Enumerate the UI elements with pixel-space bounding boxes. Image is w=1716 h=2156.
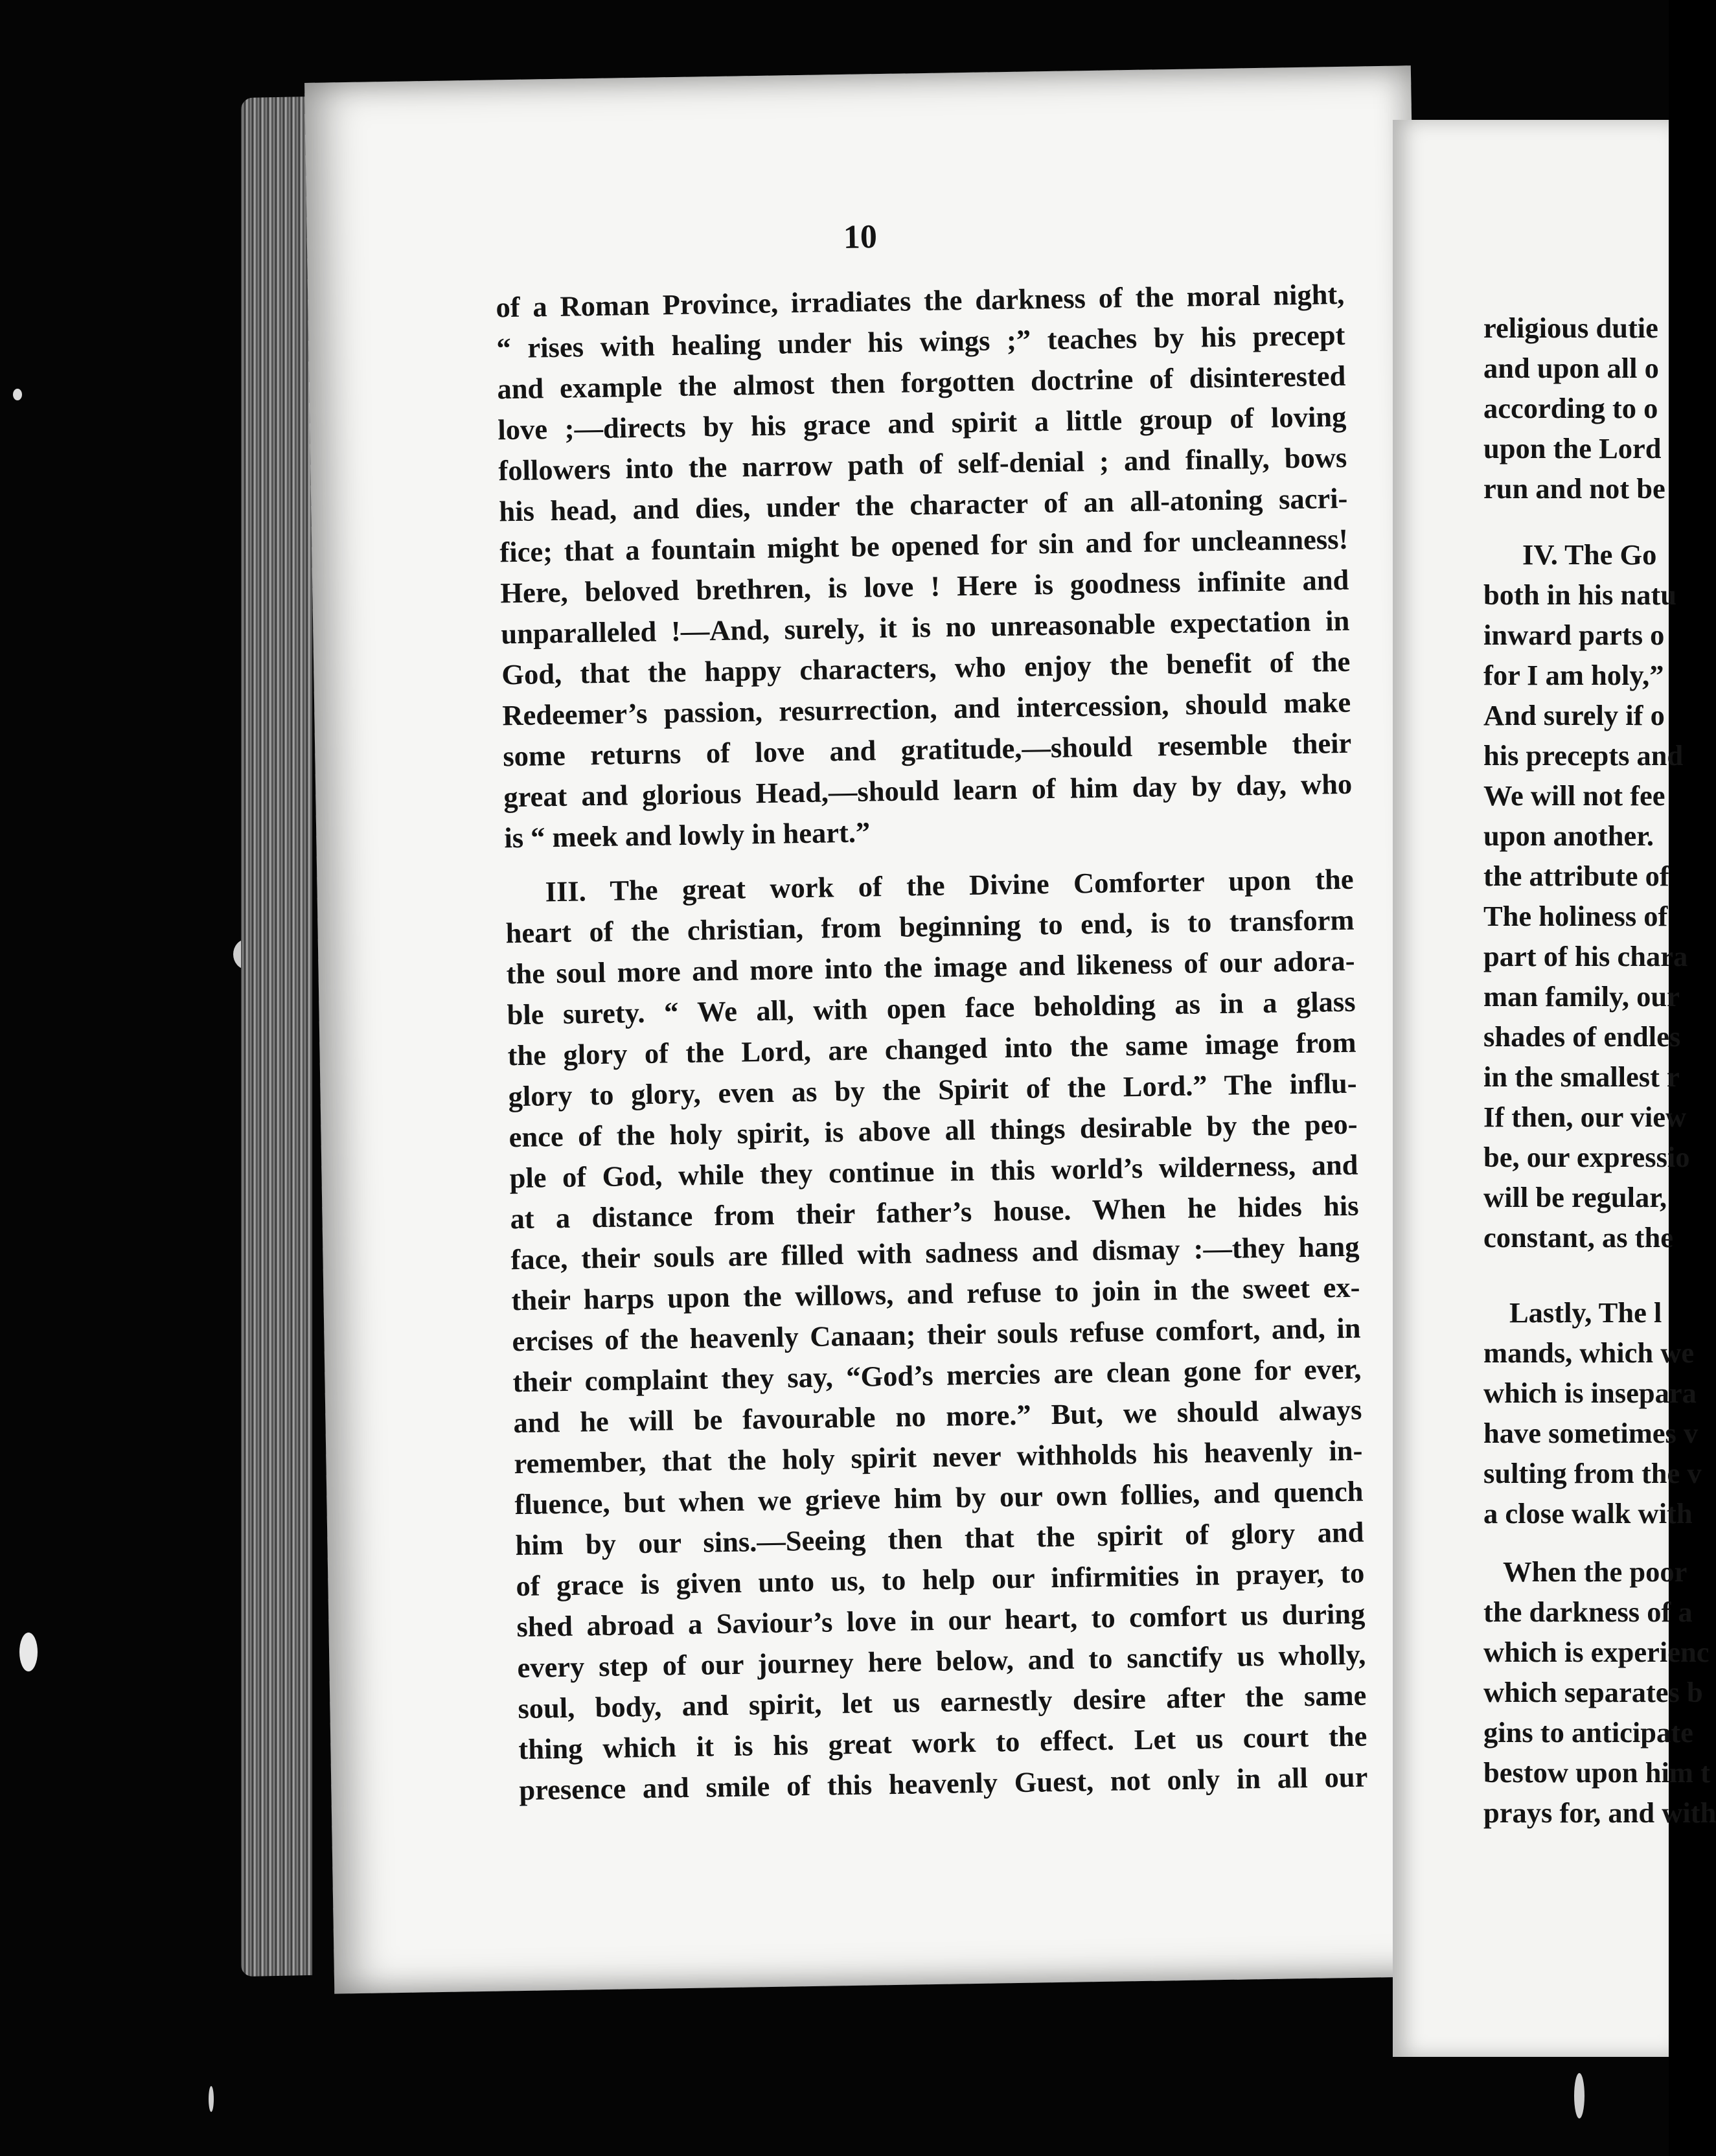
text-line: man family, our <box>1483 980 1680 1013</box>
text-line: glory to glory, even as by the Spirit of the Lord.” The influ- <box>508 1066 1357 1113</box>
text-line: his head, and dies, under the character of an all-atoning sacri- <box>499 481 1348 528</box>
text-line: gins to anticipate <box>1483 1716 1693 1749</box>
text-line: of grace is given unto us, to help our infirmities in prayer, to <box>516 1556 1365 1603</box>
paragraph-love <box>496 274 1353 858</box>
text-line: their harps upon the willows, and refuse to join in the sweet ex- <box>511 1270 1360 1317</box>
text-line: part of his chara <box>1483 940 1688 972</box>
text-line: And surely if o <box>1483 699 1665 731</box>
text-line: thing which it is his great work to effect. Let us court the <box>518 1719 1367 1766</box>
text-line: The holiness of <box>1483 900 1668 932</box>
text-line: which separates b <box>1483 1676 1703 1708</box>
text-line: God, that the happy characters, who enjoy the benefit of the <box>501 645 1351 691</box>
left-page <box>304 65 1441 1993</box>
text-line: We will not fee <box>1483 779 1665 812</box>
text-line: the soul more and more into the image and likeness of our adora- <box>506 944 1355 991</box>
dust-speck <box>1574 2073 1584 2118</box>
text-line: shed abroad a Saviour’s love in our heart, to comfort us during <box>516 1597 1366 1644</box>
text-line: in the smallest r <box>1483 1061 1680 1093</box>
text-line: “ rises with healing under his wings ;” teaches by his precept <box>496 318 1345 365</box>
text-line: every step of our journey here below, and to sanctify us wholly, <box>517 1638 1366 1684</box>
text-line: fice; that a fountain might be opened for sin and for uncleanness! <box>499 522 1349 569</box>
right-paragraph-lastly <box>1483 1292 1702 1533</box>
page-edge-leaves <box>241 97 312 1977</box>
text-line: mands, which we <box>1483 1336 1695 1369</box>
dust-speck <box>209 2086 214 2112</box>
text-line: If then, our view <box>1483 1101 1687 1133</box>
text-line: remember, that the holy spirit never withholds his heavenly in- <box>514 1434 1363 1480</box>
text-line: ercises of the heavenly Canaan; their souls refuse comfort, and, in <box>512 1311 1361 1358</box>
right-paragraph-section-iv <box>1483 534 1690 1257</box>
text-line: be, our expressio <box>1483 1141 1690 1173</box>
text-line: run and not be <box>1483 472 1665 505</box>
page-number: 10 <box>843 218 878 256</box>
text-line: his precepts and <box>1483 739 1684 772</box>
text-line: at a distance from their father’s house. When he hides his <box>510 1189 1359 1235</box>
text-line: presence and smile of this heavenly Guest, not only in all our <box>519 1760 1368 1807</box>
text-line: of a Roman Province, irradiates the darkness of the moral night, <box>496 277 1345 324</box>
text-line: Redeemer’s passion, resurrection, and intercession, should make <box>501 685 1351 732</box>
text-line: a close walk with <box>1483 1497 1693 1530</box>
text-line: great and glorious Head,—should learn of him day by day, who <box>503 767 1353 814</box>
text-line: prays for, and with <box>1483 1796 1716 1829</box>
dust-speck <box>19 1633 38 1671</box>
text-line: and example the almost then forgotten doctrine of disinterested <box>497 359 1346 406</box>
right-page <box>1393 120 1716 2057</box>
text-line: bestow upon him t <box>1483 1756 1710 1789</box>
text-line: followers into the narrow path of self-denial ; and finally, bows <box>498 441 1347 487</box>
text-line: and he will be favourable no more.” But, we should always <box>513 1393 1362 1439</box>
text-line: ble surety. “ We all, with open face beholding as in a glass <box>507 985 1356 1031</box>
text-line: soul, body, and spirit, let us earnestly desire after the same <box>518 1679 1367 1725</box>
text-line: him by our sins.—Seeing then that the spirit of glory and <box>515 1515 1364 1562</box>
text-line: and upon all o <box>1483 352 1659 384</box>
text-line: Lastly, The l <box>1509 1296 1662 1329</box>
text-line: face, their souls are filled with sadness and dismay :—they hang <box>510 1230 1360 1276</box>
text-line: for I am holy,” <box>1483 659 1664 691</box>
text-line: the glory of the Lord, are changed into the same image from <box>507 1026 1356 1072</box>
text-line: upon another. <box>1483 820 1654 852</box>
text-line: which is insepara <box>1483 1377 1697 1409</box>
text-line: is “ meek and lowly in heart.” <box>503 816 871 854</box>
text-line: have sometimes v <box>1483 1417 1699 1449</box>
dust-speck <box>13 389 22 400</box>
text-line: sulting from the v <box>1483 1457 1702 1489</box>
text-line: shades of endles <box>1483 1020 1681 1053</box>
right-paragraph-1 <box>1483 308 1665 509</box>
text-line: When the poor <box>1503 1555 1687 1588</box>
text-line: the darkness of a <box>1483 1596 1693 1628</box>
text-line: upon the Lord <box>1483 432 1662 464</box>
text-line: ple of God, while they continue in this world’s wilderness, and <box>509 1148 1358 1195</box>
paragraph-section-iii <box>505 859 1368 1811</box>
text-line: the attribute of <box>1483 860 1669 892</box>
text-line: Here, beloved brethren, is love ! Here is goodness infinite and <box>500 563 1349 610</box>
text-line: ence of the holy spirit, is above all things desirable by the peo- <box>509 1107 1358 1154</box>
text-line: religious dutie <box>1483 312 1658 344</box>
text-line: their complaint they say, “God’s mercies are clean gone for ever, <box>512 1352 1362 1399</box>
section-heading-line: III. The great work of the Divine Comforter upon the <box>545 862 1354 908</box>
text-line: heart of the christian, from beginning to end, is to transform <box>505 903 1355 950</box>
text-line: according to o <box>1483 392 1658 424</box>
text-line: constant, as the <box>1483 1221 1673 1254</box>
text-line: inward parts o <box>1483 619 1665 651</box>
text-line: both in his natu <box>1483 579 1677 611</box>
text-line: love ;—directs by his grace and spirit a little group of loving <box>498 400 1347 446</box>
text-line: will be regular, <box>1483 1181 1667 1213</box>
text-line: which is experienc <box>1483 1636 1710 1668</box>
text-line: some returns of love and gratitude,—should resemble their <box>502 726 1352 773</box>
section-heading-line: IV. The Go <box>1522 538 1657 571</box>
text-line: unparalleled !—And, surely, it is no unreasonable expectation in <box>501 604 1350 650</box>
text-line: fluence, but when we grieve him by our own follies, and quench <box>514 1474 1364 1521</box>
right-paragraph-when-the-poor <box>1483 1552 1716 1833</box>
